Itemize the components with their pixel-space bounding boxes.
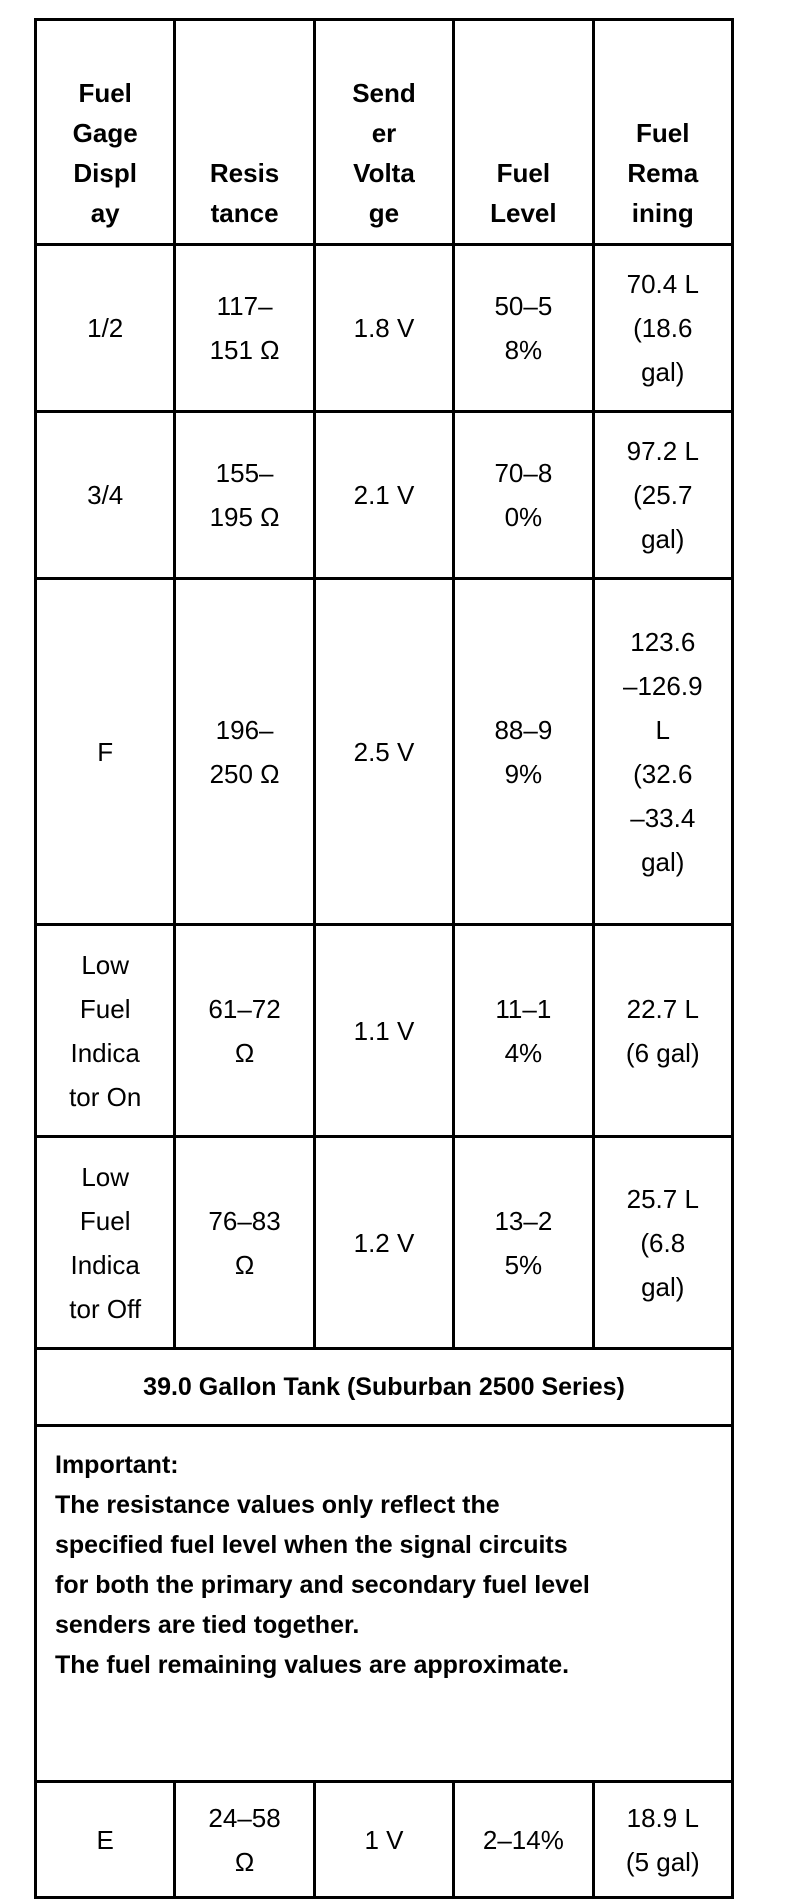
important-note (36, 1426, 733, 1782)
cell-remaining: 18.9 L (5 gal) (593, 1782, 732, 1898)
header-fuel-gage-display: Fuel Gage Displ ay (36, 20, 175, 245)
cell-voltage: 2.1 V (314, 412, 453, 579)
note-line: The fuel remaining values are approximate. (55, 1651, 570, 1679)
cell-display: 3/4 (36, 412, 175, 579)
cell-voltage: 1.8 V (314, 245, 453, 412)
table-row (36, 925, 733, 1137)
header-fuel-remaining: Fuel Rema ining (593, 20, 732, 245)
cell-resistance: 196– 250 Ω (175, 579, 314, 925)
note-line: The resistance values only reflect the (55, 1491, 500, 1519)
note-row (36, 1426, 733, 1782)
cell-resistance: 76–83 Ω (175, 1137, 314, 1349)
header-fuel-level: Fuel Level (454, 20, 593, 245)
cell-level: 2–14% (454, 1782, 593, 1898)
table-row (36, 1782, 733, 1898)
cell-level: 88–9 9% (454, 579, 593, 925)
cell-level: 70–8 0% (454, 412, 593, 579)
cell-resistance: 117– 151 Ω (175, 245, 314, 412)
table-row (36, 245, 733, 412)
cell-voltage: 1 V (314, 1782, 453, 1898)
cell-display: Low Fuel Indica tor On (36, 925, 175, 1137)
tank-row (36, 1349, 733, 1426)
cell-resistance: 155– 195 Ω (175, 412, 314, 579)
cell-resistance: 61–72 Ω (175, 925, 314, 1137)
cell-remaining: 22.7 L (6 gal) (593, 925, 732, 1137)
cell-display: F (36, 579, 175, 925)
cell-resistance: 24–58 Ω (175, 1782, 314, 1898)
cell-remaining: 70.4 L (18.6 gal) (593, 245, 732, 412)
header-sender-voltage: Send er Volta ge (314, 20, 453, 245)
header-resistance: Resis tance (175, 20, 314, 245)
header-row (36, 20, 733, 245)
cell-level: 13–2 5% (454, 1137, 593, 1349)
table-row (36, 412, 733, 579)
cell-voltage: 1.1 V (314, 925, 453, 1137)
cell-remaining: 123.6 –126.9 L (32.6 –33.4 gal) (593, 579, 732, 925)
cell-voltage: 1.2 V (314, 1137, 453, 1349)
note-heading: Important: (55, 1451, 179, 1479)
note-line: specified fuel level when the signal circuits (55, 1531, 568, 1559)
cell-level: 50–5 8% (454, 245, 593, 412)
cell-level: 11–1 4% (454, 925, 593, 1137)
tank-label: 39.0 Gallon Tank (Suburban 2500 Series) (36, 1349, 733, 1426)
cell-remaining: 97.2 L (25.7 gal) (593, 412, 732, 579)
cell-remaining: 25.7 L (6.8 gal) (593, 1137, 732, 1349)
fuel-gage-table (34, 18, 734, 1899)
table-row (36, 579, 733, 925)
table-row (36, 1137, 733, 1349)
note-line: senders are tied together. (55, 1611, 360, 1639)
cell-voltage: 2.5 V (314, 579, 453, 925)
note-line: for both the primary and secondary fuel level (55, 1571, 590, 1599)
cell-display: E (36, 1782, 175, 1898)
cell-display: Low Fuel Indica tor Off (36, 1137, 175, 1349)
cell-display: 1/2 (36, 245, 175, 412)
